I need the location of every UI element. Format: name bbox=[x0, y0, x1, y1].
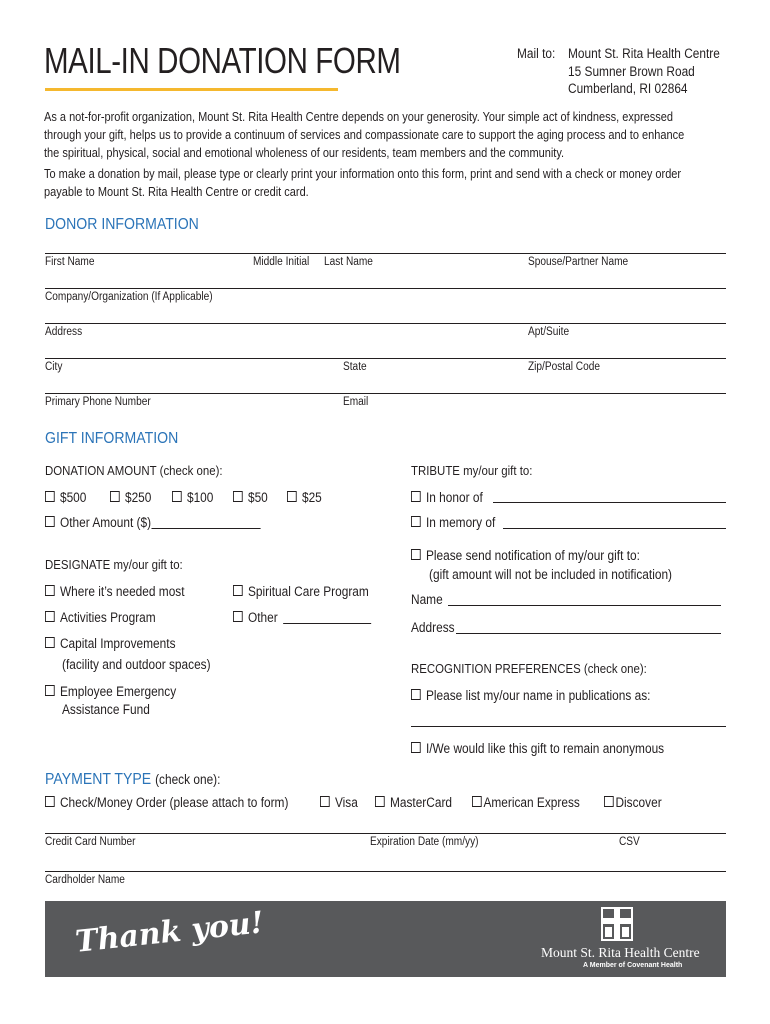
intro-p1-line-2: through your gift, helps us to provide a continuum of services and compassionate care to support the aging process and to enhance bbox=[44, 128, 685, 142]
company-label: Company/Organization (If Applicable) bbox=[45, 291, 213, 303]
first-name-label: First Name bbox=[45, 256, 95, 268]
mail-address-line-1: Mount St. Rita Health Centre bbox=[568, 46, 720, 61]
state-label: State bbox=[343, 361, 367, 373]
designate-spiritual-option[interactable] bbox=[233, 584, 369, 599]
intro-paragraph-1 bbox=[44, 108, 713, 162]
org-subtitle: A Member of Covenant Health bbox=[583, 962, 683, 969]
notify-address-label: Address bbox=[411, 620, 455, 635]
checkbox-icon[interactable] bbox=[411, 516, 421, 527]
notify-name-input[interactable] bbox=[448, 605, 721, 606]
other-amount-label: Other Amount ($) bbox=[59, 515, 152, 530]
payment-heading bbox=[45, 771, 220, 789]
checkbox-icon[interactable] bbox=[45, 516, 55, 527]
checkbox-icon[interactable] bbox=[472, 796, 482, 807]
payment-visa-label: Visa bbox=[334, 795, 358, 810]
org-name: Mount St. Rita Health Centre bbox=[541, 945, 700, 960]
payment-check-option[interactable] bbox=[45, 795, 288, 810]
payment-mastercard-label: MasterCard bbox=[389, 795, 453, 810]
mail-to-label: Mail to: bbox=[517, 46, 556, 61]
amount-500-label: $500 bbox=[59, 490, 87, 505]
designate-employee-label: Employee Emergency bbox=[59, 684, 177, 699]
designate-label: DESIGNATE my/our gift to: bbox=[45, 557, 183, 572]
in-honor-label: In honor of bbox=[425, 490, 483, 505]
intro-paragraph-2 bbox=[44, 165, 713, 201]
designate-other-input[interactable] bbox=[283, 611, 371, 624]
checkbox-icon[interactable] bbox=[45, 491, 55, 502]
card-number-field[interactable] bbox=[45, 833, 726, 834]
payment-title: PAYMENT TYPE bbox=[45, 771, 152, 788]
amount-250-label: $250 bbox=[124, 490, 152, 505]
designate-other-label: Other bbox=[247, 610, 278, 625]
first-name-field[interactable] bbox=[45, 253, 726, 254]
thank-you-text: Thank you! bbox=[73, 905, 266, 960]
anonymous-option[interactable] bbox=[411, 741, 664, 756]
payment-visa-option[interactable] bbox=[320, 795, 358, 810]
in-honor-input[interactable] bbox=[493, 502, 726, 503]
checkbox-icon[interactable] bbox=[411, 549, 421, 560]
checkbox-icon[interactable] bbox=[45, 637, 55, 648]
payment-check-label: Check/Money Order (please attach to form) bbox=[59, 795, 289, 810]
notification-option[interactable] bbox=[411, 548, 640, 563]
designate-capital-subtext: (facility and outdoor spaces) bbox=[62, 657, 211, 672]
amount-50-option[interactable] bbox=[233, 490, 268, 505]
checkbox-icon[interactable] bbox=[411, 689, 421, 700]
in-memory-label: In memory of bbox=[425, 515, 496, 530]
apt-label: Apt/Suite bbox=[528, 326, 570, 338]
payment-amex-option[interactable] bbox=[472, 795, 580, 810]
checkbox-icon[interactable] bbox=[604, 796, 614, 807]
intro-p1-line-1: As a not-for-profit organization, Mount St. Rita Health Centre depends on your generosity. Your simple act of kindness, expressed bbox=[44, 110, 673, 124]
mail-address-line-3: Cumberland, RI 02864 bbox=[568, 81, 688, 96]
designate-activities-option[interactable] bbox=[45, 610, 156, 625]
card-number-label: Credit Card Number bbox=[45, 836, 136, 848]
designate-employee-option[interactable] bbox=[45, 684, 176, 699]
intro-p1-line-3: the spiritual, physical, social and emotional wholeness of our residents, team members and the community. bbox=[44, 146, 565, 160]
checkbox-icon[interactable] bbox=[45, 611, 55, 622]
in-memory-option[interactable] bbox=[411, 515, 495, 530]
checkbox-icon[interactable] bbox=[45, 796, 55, 807]
zip-label: Zip/Postal Code bbox=[528, 361, 601, 373]
notification-subtext: (gift amount will not be included in notification) bbox=[429, 567, 673, 582]
checkbox-icon[interactable] bbox=[375, 796, 385, 807]
other-amount-input[interactable] bbox=[151, 516, 260, 529]
amount-100-option[interactable] bbox=[172, 490, 213, 505]
other-amount-option[interactable] bbox=[45, 515, 260, 530]
email-label: Email bbox=[343, 396, 369, 408]
page-title: MAIL-IN DONATION FORM bbox=[44, 40, 401, 81]
checkbox-icon[interactable] bbox=[45, 585, 55, 596]
phone-field[interactable] bbox=[45, 393, 726, 394]
notification-label: Please send notification of my/our gift to: bbox=[425, 548, 640, 563]
cardholder-field[interactable] bbox=[45, 871, 726, 872]
notify-address-input[interactable] bbox=[456, 633, 721, 634]
payment-mastercard-option[interactable] bbox=[375, 795, 452, 810]
recognition-hint: (check one): bbox=[583, 661, 647, 676]
amount-100-label: $100 bbox=[186, 490, 214, 505]
checkbox-icon[interactable] bbox=[411, 491, 421, 502]
checkbox-icon[interactable] bbox=[172, 491, 182, 502]
mail-address-line-2: 15 Sumner Brown Road bbox=[568, 64, 695, 79]
checkbox-icon[interactable] bbox=[233, 611, 243, 622]
designate-capital-option[interactable] bbox=[45, 636, 176, 651]
amount-50-label: $50 bbox=[247, 490, 268, 505]
city-field[interactable] bbox=[45, 358, 726, 359]
title-underline bbox=[45, 88, 338, 91]
in-memory-input[interactable] bbox=[503, 528, 726, 529]
designate-needed-label: Where it’s needed most bbox=[59, 584, 185, 599]
checkbox-icon[interactable] bbox=[287, 491, 297, 502]
payment-discover-option[interactable] bbox=[604, 795, 662, 810]
address-label: Address bbox=[45, 326, 83, 338]
donor-heading: DONOR INFORMATION bbox=[45, 216, 199, 233]
company-field[interactable] bbox=[45, 288, 726, 289]
csv-label: CSV bbox=[619, 836, 640, 848]
list-name-option[interactable] bbox=[411, 688, 650, 703]
designate-needed-option[interactable] bbox=[45, 584, 185, 599]
anonymous-label: I/We would like this gift to remain anonymous bbox=[425, 741, 665, 756]
checkbox-icon[interactable] bbox=[110, 491, 120, 502]
checkbox-icon[interactable] bbox=[233, 491, 243, 502]
amount-500-option[interactable] bbox=[45, 490, 86, 505]
donation-amount-hint: (check one): bbox=[159, 463, 223, 478]
checkbox-icon[interactable] bbox=[411, 742, 421, 753]
designate-employee-subtext: Assistance Fund bbox=[62, 702, 150, 717]
designate-spiritual-label: Spiritual Care Program bbox=[247, 584, 369, 599]
cardholder-label: Cardholder Name bbox=[45, 874, 125, 886]
intro-p2-line-2: payable to Mount St. Rita Health Centre or credit card. bbox=[44, 185, 309, 199]
in-honor-option[interactable] bbox=[411, 490, 483, 505]
amount-250-option[interactable] bbox=[110, 490, 151, 505]
last-name-label: Last Name bbox=[324, 256, 373, 268]
amount-25-label: $25 bbox=[301, 490, 322, 505]
payment-discover-label: Discover bbox=[615, 795, 662, 810]
donation-amount-title: DONATION AMOUNT bbox=[45, 463, 157, 478]
checkbox-icon[interactable] bbox=[233, 585, 243, 596]
address-field[interactable] bbox=[45, 323, 726, 324]
notify-name-label: Name bbox=[411, 592, 443, 607]
checkbox-icon[interactable] bbox=[320, 796, 330, 807]
recognition-title: RECOGNITION PREFERENCES bbox=[411, 661, 581, 676]
intro-p2-line-1: To make a donation by mail, please type or clearly print your information onto this form, print and send with a check or money order bbox=[44, 167, 682, 181]
designate-capital-label: Capital Improvements bbox=[59, 636, 176, 651]
city-label: City bbox=[45, 361, 63, 373]
phone-label: Primary Phone Number bbox=[45, 396, 151, 408]
designate-other-option[interactable] bbox=[233, 610, 371, 625]
middle-initial-label: Middle Initial bbox=[253, 256, 310, 268]
donation-amount-label bbox=[45, 463, 223, 478]
payment-amex-label: American Express bbox=[483, 795, 580, 810]
designate-activities-label: Activities Program bbox=[59, 610, 156, 625]
gift-heading: GIFT INFORMATION bbox=[45, 430, 179, 447]
list-name-input[interactable] bbox=[411, 726, 726, 727]
expiration-label: Expiration Date (mm/yy) bbox=[370, 836, 479, 848]
recognition-label bbox=[411, 661, 647, 676]
list-name-label: Please list my/our name in publications as: bbox=[425, 688, 651, 703]
covenant-cross-logo-icon bbox=[600, 906, 634, 942]
tribute-label: TRIBUTE my/our gift to: bbox=[411, 463, 533, 478]
amount-25-option[interactable] bbox=[287, 490, 322, 505]
checkbox-icon[interactable] bbox=[45, 685, 55, 696]
payment-hint: (check one): bbox=[155, 772, 221, 787]
spouse-label: Spouse/Partner Name bbox=[528, 256, 629, 268]
